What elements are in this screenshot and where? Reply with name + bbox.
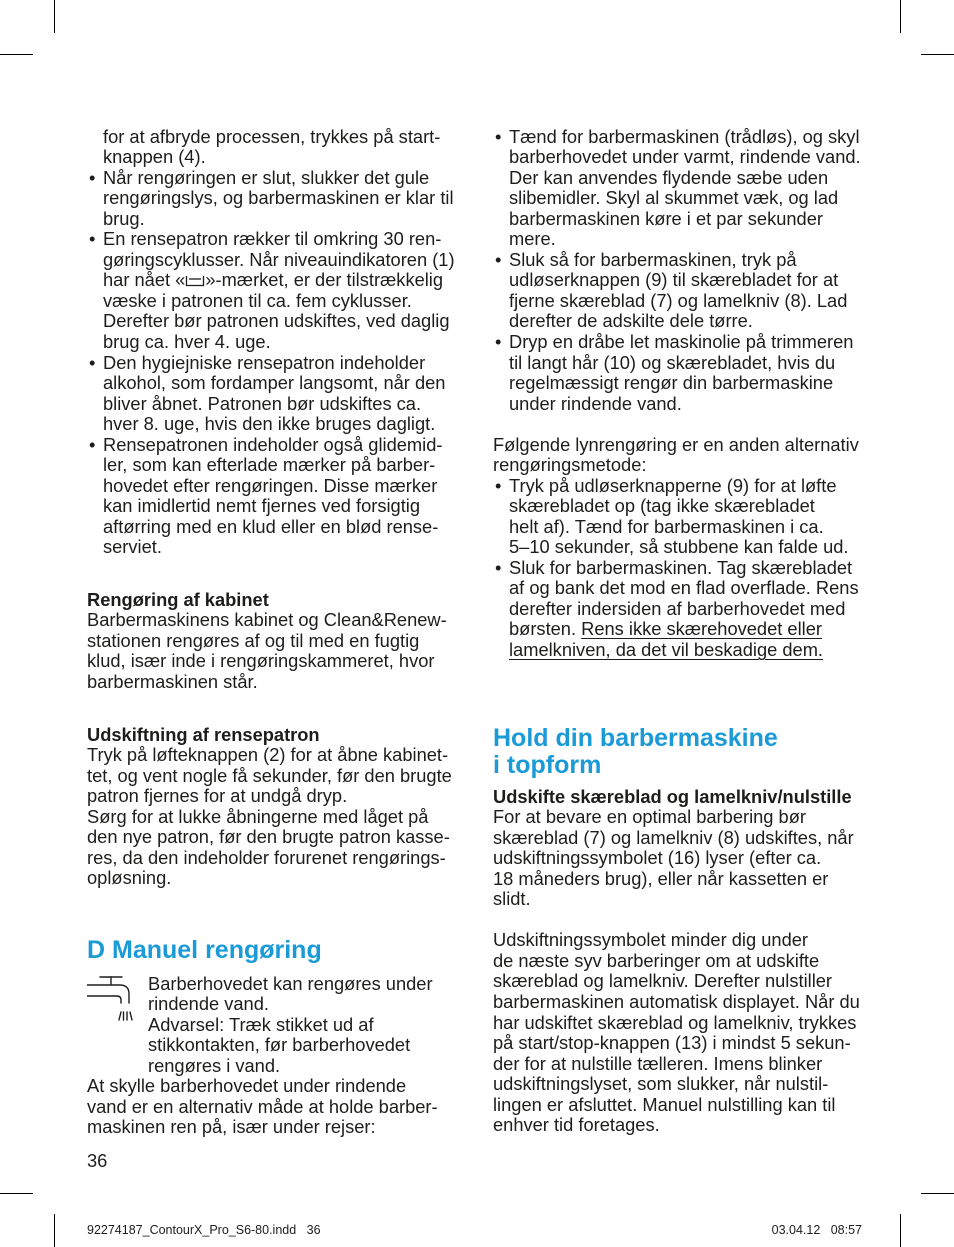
section-body: Tryk på løfteknappen (2) for at åbne kabinet- tet, og vent nogle få sekunder, før den brugte patron fjernes for at undgå dryp. Sørg for at lukke åbningerne med låget på den nye patron, før den brugte patron kasse- res, da den indeholder forurenet rengørings- opløsning.: [87, 744, 452, 889]
underlined-warning: Rens ikke skærehovedet eller lamelkniven, da det vil beskadige dem.: [509, 618, 824, 660]
crop-mark: [900, 0, 901, 33]
bullet-item: [87, 229, 477, 352]
housing-cleaning-section: [87, 590, 477, 693]
section-body: At skylle barberhovedet under rindende vand er en alternativ måde at holde barber- maskinen ren på, især under rejser:: [87, 1075, 438, 1138]
section-subheading: Udskiftning af rensepatron: [87, 723, 320, 745]
crop-mark: [921, 54, 954, 55]
section-subheading: Rengøring af kabinet: [87, 588, 269, 610]
manual-cleaning-heading: D Manuel rengøring: [87, 936, 322, 964]
section-body: Udskiftningssymbolet minder dig under de næste syv barberinger om at udskifte skæreblad og lamelkniv. Derefter nulstiller barbermaskinen automatisk displayet. Når du har udskiftet skæreblad og lamelkniv, trykkes på start/stop-knappen (13) i mindst 5 sekun- der for at nulstille tælleren. Imens blinker udskiftningslyset, som slukker, når nulstil- lingen er afsluttet. Manuel nulstilling kan til enhver tid foretages.: [493, 929, 860, 1136]
crop-mark: [0, 54, 33, 55]
bullet-item: [87, 435, 477, 558]
bullet-text: Når rengøringen er slut, slukker det gule rengøringslys, og barbermaskinen er klar til brug.: [103, 166, 454, 229]
continuation-paragraph: [87, 127, 477, 168]
bullet-item: [493, 476, 903, 558]
maintenance-section: [493, 787, 903, 1136]
crop-mark: [921, 1193, 954, 1194]
crop-mark: [900, 1214, 901, 1247]
section-intro: Følgende lynrengøring er en anden alternativ rengøringsmetode:: [493, 433, 859, 476]
bullet-text: Dryp en dråbe let maskinolie på trimmeren til langt hår (10) og skærebladet, hvis du regelmæssigt rengør din barbermaskine under rindende vand.: [509, 330, 854, 414]
bullet-text: Sluk for barbermaskinen. Tag skærebladet af og bank det mod en flad overflade. Rens derefter indersiden af barberhovedet med børsten.: [509, 556, 859, 640]
paragraph-text: for at afbryde processen, trykkes på start- knappen (4).: [103, 125, 441, 168]
maintenance-heading: Hold din barbermaskine i topform: [493, 723, 778, 779]
bullet-text: Rensepatronen indeholder også glidemid- ler, som kan efterlade mærker på barber- hovedet efter rengøringen. Disse mærker kan imidlertid nemt fjernes ved forsigtig aftørring med en klud eller en blød rense- serviet.: [103, 433, 443, 558]
rinse-steps: [493, 127, 903, 415]
crop-mark: [0, 1193, 33, 1194]
slug-filename: 92274187_ContourX_Pro_S6-80.indd 36: [87, 1223, 321, 1237]
bullet-text: Tænd for barbermaskinen (trådløs), og skyl barberhovedet under varmt, rindende vand. Der kan anvendes flydende sæbe uden slibemidler. Skyl al skummet væk, og lad barbermaskinen køre i et par sekunder mere.: [509, 125, 861, 250]
manual-cleaning-section: [87, 974, 477, 1138]
crop-mark: [54, 1214, 55, 1247]
bullet-text: Tryk på udløserknapperne (9) for at løfte skærebladet op (tag ikke skærebladet helt af). Tænd for barbermaskinen i ca. 5–10 sekunder, så stubbene kan falde ud.: [509, 474, 849, 558]
warning-note: Barberhovedet kan rengøres under rindende vand. Advarsel: Træk stikket ud af stikkontakten, før barberhovedet rengøres i vand.: [148, 972, 433, 1076]
crop-mark: [54, 0, 55, 33]
bullet-item: [87, 168, 477, 230]
cartridge-replacement-section: [87, 725, 477, 889]
page-number: 36: [87, 1149, 108, 1171]
bullet-item: [87, 353, 477, 435]
quick-clean-section: [493, 435, 903, 661]
section-body: Barbermaskinens kabinet og Clean&Renew- stationen rengøres af og til med en fugtig klud, især inde i rengøringskammeret, hvor barbermaskinen står.: [87, 609, 447, 692]
slug-datetime: 03.04.12 08:57: [771, 1223, 862, 1237]
bullet-item: [493, 332, 903, 414]
section-subheading: Udskifte skæreblad og lamelkniv/nulstille: [493, 785, 852, 807]
section-body: For at bevare en optimal barbering bør skæreblad (7) og lamelkniv (8) udskiftes, når udskiftningssymbolet (16) lyser (efter ca. 18 måneders brug), eller når kassetten er slidt.: [493, 806, 854, 910]
bullet-text: Den hygiejniske rensepatron indeholder alkohol, som fordamper langsomt, når den bliver åbnet. Patronen bør udskiftes ca. hver 8. uge, hvis den ikke bruges dagligt.: [103, 351, 446, 435]
cleaning-notes: [87, 127, 477, 558]
bullet-text: »-mærket, er der tilstrækkelig væske i patronen til ca. fem cyklusser. Derefter bør patronen udskiftes, ved daglig brug ca. hver 4. uge.: [103, 269, 450, 352]
bullet-item: [493, 250, 903, 332]
bullet-text: Sluk så for barbermaskinen, tryk på udløserknappen (9) til skærebladet for at fjerne skæreblad (7) og lamelkniv (8). Lad derefter de adskilte dele tørre.: [509, 248, 848, 332]
bullet-item: [493, 558, 903, 661]
bullet-item: [493, 127, 903, 250]
bullet-text: En rensepatron rækker til omkring 30 ren- gøringscyklusser. Når niveauindikatoren (1) har nået «: [103, 228, 455, 291]
level-mark-icon: [185, 274, 205, 287]
